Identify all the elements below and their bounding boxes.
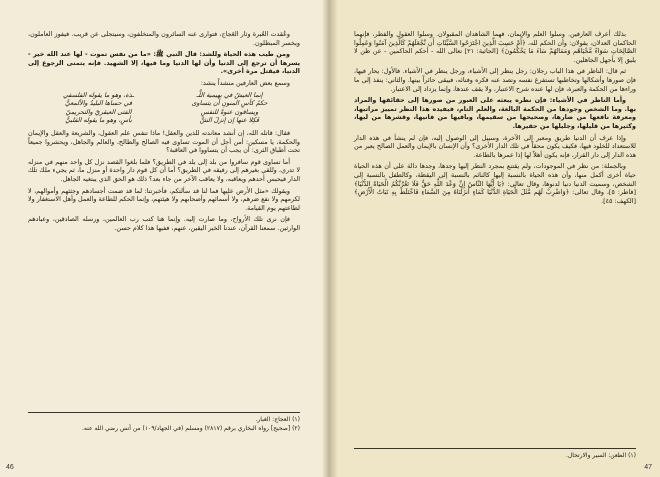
paragraph: وعُقدت العُبرة وثار العَجاج، فتوارى عنه السائرون والمتخلفون، وسيتجلى عن قريب. فيفوز العاملون، ويخسر المبطلون. bbox=[28, 30, 300, 47]
poem-verse: فَكِلا عنها إن إنزلَ الشَّ bbox=[199, 116, 260, 125]
poem-verse: إنما العيشُ في بهيمية اللَّـ bbox=[196, 90, 263, 99]
footnote: (٢) [صحيح] رواه البخاري برقم (٢٨١٧) ومسلم (في الجهاد/١٠٩) من أنس رضي الله عنه. bbox=[82, 425, 300, 432]
page-number: 47 bbox=[644, 464, 652, 471]
poem-verse: في حساها البليدُ والألمعيُّ bbox=[65, 99, 132, 108]
paragraph: ويقولك «مثل الأرض عليها فما لنا قد سألتكم، فأخبرتنا: لما قد ضمت أجسادهم وجثثهم وأموالهم، لا لكرمهم ولا نفع ضرهم، ولا أسمائهم وأصحابهم ولا هيئتهم، وإنما الحكم للطاعة والعمل وأهل الاستغفار ولا لطاعتهم يوم القيامة. bbox=[28, 186, 300, 212]
paragraph: وبالجملة: من نظر في الموجودات، ولم يقتنع بمجرد النظر إليها وجدها، وجدها دالة على أن هذه الحياة حياة أخرى أكمل منها، وأن هذه الحياة بالنسبة إليها كالنائم بالنسبة إلى اليقظة، وكالطفل بالنسبة إلى الشخص، وسميت الدنيا دنيا لدنوها، وقال تعالى: ﴿يَا أَيُّهَا النَّاسُ إِنَّ وَعْدَ اللَّهِ حَقٌّ فَلَا تَغُرَّنَّكُمُ الْحَيَاةُ الدُّنْيَا﴾ [فاطر: ٥]، وقال تعالى: ﴿وَاضْرِبْ لَهُم مَّثَلَ الْحَيَاةِ الدُّنْيَا كَمَاءٍ أَنزَلْنَاهُ مِنَ السَّمَاءِ فَاخْتَلَطَ بِهِ نَبَاتُ الْأَرْضِ﴾ [الكهف: ٤٥]. bbox=[354, 162, 636, 205]
left-page-text bbox=[28, 30, 300, 235]
poem-verse: ويساقون عنوةً للنفسِ bbox=[200, 107, 259, 116]
paragraph: ومن طيب هذه الحياة وللشد: قال النبي ﷺ: «ما من نفس تموت - لها عند الله خير - يسرها أن ترجع إلى الدنيا وأن لها الدنيا وما فيها، إلا الشهيد. فإنه يتمنى الرجوع إلى الدنيا، فيقتل مرة أخرى». bbox=[28, 50, 300, 76]
book-gutter bbox=[322, 0, 338, 477]
poem-verse: بأسِ، وهو ما يقوله القلبيُّ bbox=[65, 116, 132, 125]
page-number: 46 bbox=[6, 464, 14, 471]
paragraph: وأما الناظر في الأشياء: فإن نظره يبعثه على العبور من صورها إلى حقائقها والمراد بها. وما الشخص وجودها من الحكمة البالغة، والعلم التام، فيفيده هذا النظر تمييز مراتبها، ومعرفة نافعها من ضارها، وصحيحها من سقيمها، وباقيها من فانيها، وقشرها من لبها، وكثيرها من قليلها، وجليلها من حقيرها. bbox=[354, 96, 636, 130]
right-footnotes bbox=[354, 448, 636, 461]
paragraph: بذلك أعرف العارفين. وسلوا العلم والإيمان، فهما الشاهدان المقبولان. وسلوا العقول والفطر، فإنهما الحاكمان العدلان، يقولان: وأن الحكم لله، ﴿أَمْ حَسِبَ الَّذِينَ اجْتَرَحُوا السَّيِّئَاتِ أَن نَّجْعَلَهُمْ كَالَّذِينَ آمَنُوا وَعَمِلُوا الصَّالِحَاتِ سَوَاءً مَّحْيَاهُم وَمَمَاتُهُمْ سَاءَ مَا يَحْكُمُونَ﴾ [الجاثية: ٢١] تعالى الله - أحكم الحاكمين - عن ظن لا يليق إلا بأجهل الجاهلين. bbox=[354, 30, 637, 64]
left-footnotes bbox=[28, 412, 300, 434]
right-page bbox=[330, 0, 660, 477]
paragraph: فقال: قاتله الله، إن أنشد معاندته للذين والعقل! ماذا تنفس علم العقول، والشريعة والعقل والإيمان والحكمة، يا مسكين: أمن أجل أن الموت تساوى فيه الصالح والطالح، والعالم والجاهل، ويحشروا جميعاً تحت أطباق الثرى: أن يجب أن يتساووا في العاقبة؟ bbox=[28, 128, 300, 155]
poem bbox=[40, 91, 288, 125]
paragraph: فإن نرى تلك الأرواح، وما صارت إليه. وإنما هنا كتب رب العالمين، ورسله الصادقين، وعبادهم الوارثين. سمعنا القرآن، عندنا الخبر اليقين، عنهم، ففيها هذا كلام حسن. bbox=[28, 215, 300, 232]
footnote: (١) العجاج: الغبار. bbox=[255, 416, 300, 423]
poem-verse: حكمُ كأسِ المنونِ أن يتساوى bbox=[191, 99, 268, 108]
paragraph: وإذا عرف أن الدنيا طريق ومعبر إلى الآخرة، وسبيل إلى الوصول إليه، فإن لم ينشأ في هذه الدار للاستعداد للخلود فيها، فكيف يكون محقاً في تلك الدار الأخرى؟ وأن الإنسان بالإيمان والعمل الصالح يعبر من هذه الدار إلى دار القرار، فإنه يكون أهلاً لها إذا عمرها بالطاعة. bbox=[354, 133, 636, 159]
poem-verse: ـذة، وهو ما يقوله الفلسفي bbox=[63, 90, 134, 99]
footnote: (١) الظعن: السير والارتحال. bbox=[565, 452, 636, 459]
poem-intro: وسمع بعض العارفين منشداً ينشد: bbox=[200, 78, 290, 87]
paragraph: أما تساوى قوم سافروا من بلد إلى بلد في الطريق؟ فلما بلغوا القصد نزل كل واحد منهم في منزله لا تدري، وتُلقي بغيرهم إلى رفيقه في الطريق؟ أما أن كل قوم دار واحدة أو منزل ما، ثم يجيء ملك تلك الدار فيحبس أحدهم ويعاقبه، ولا يعاقب الآخر من جاء بعد؟ ذلك هو الحق الذي يبتغيه الجاهل. bbox=[28, 157, 300, 183]
poem-verse: الفتى العبقريّ والتحريميّ bbox=[65, 107, 132, 116]
paragraph: ثم قال: الناظر في هذا الباب رجلان: رجل ينظر إلى الأشياء، ورجل ينظر في الأشياء. فالأول: يحار فيها، فإن صورها وأشكالها وتخاطبها تستفرغ نفسه وتصد عنه فكره وفنائه، فيبقى حائراً بينها. والثاني: ينفذ إلى ما وراءها من الحكمة والعبرة، فإن لها عنده شرح الاعتبار، ولا يقف عندها، وإنما يزداد إلى الاعتبار. bbox=[354, 67, 636, 93]
right-page-text bbox=[354, 30, 636, 208]
